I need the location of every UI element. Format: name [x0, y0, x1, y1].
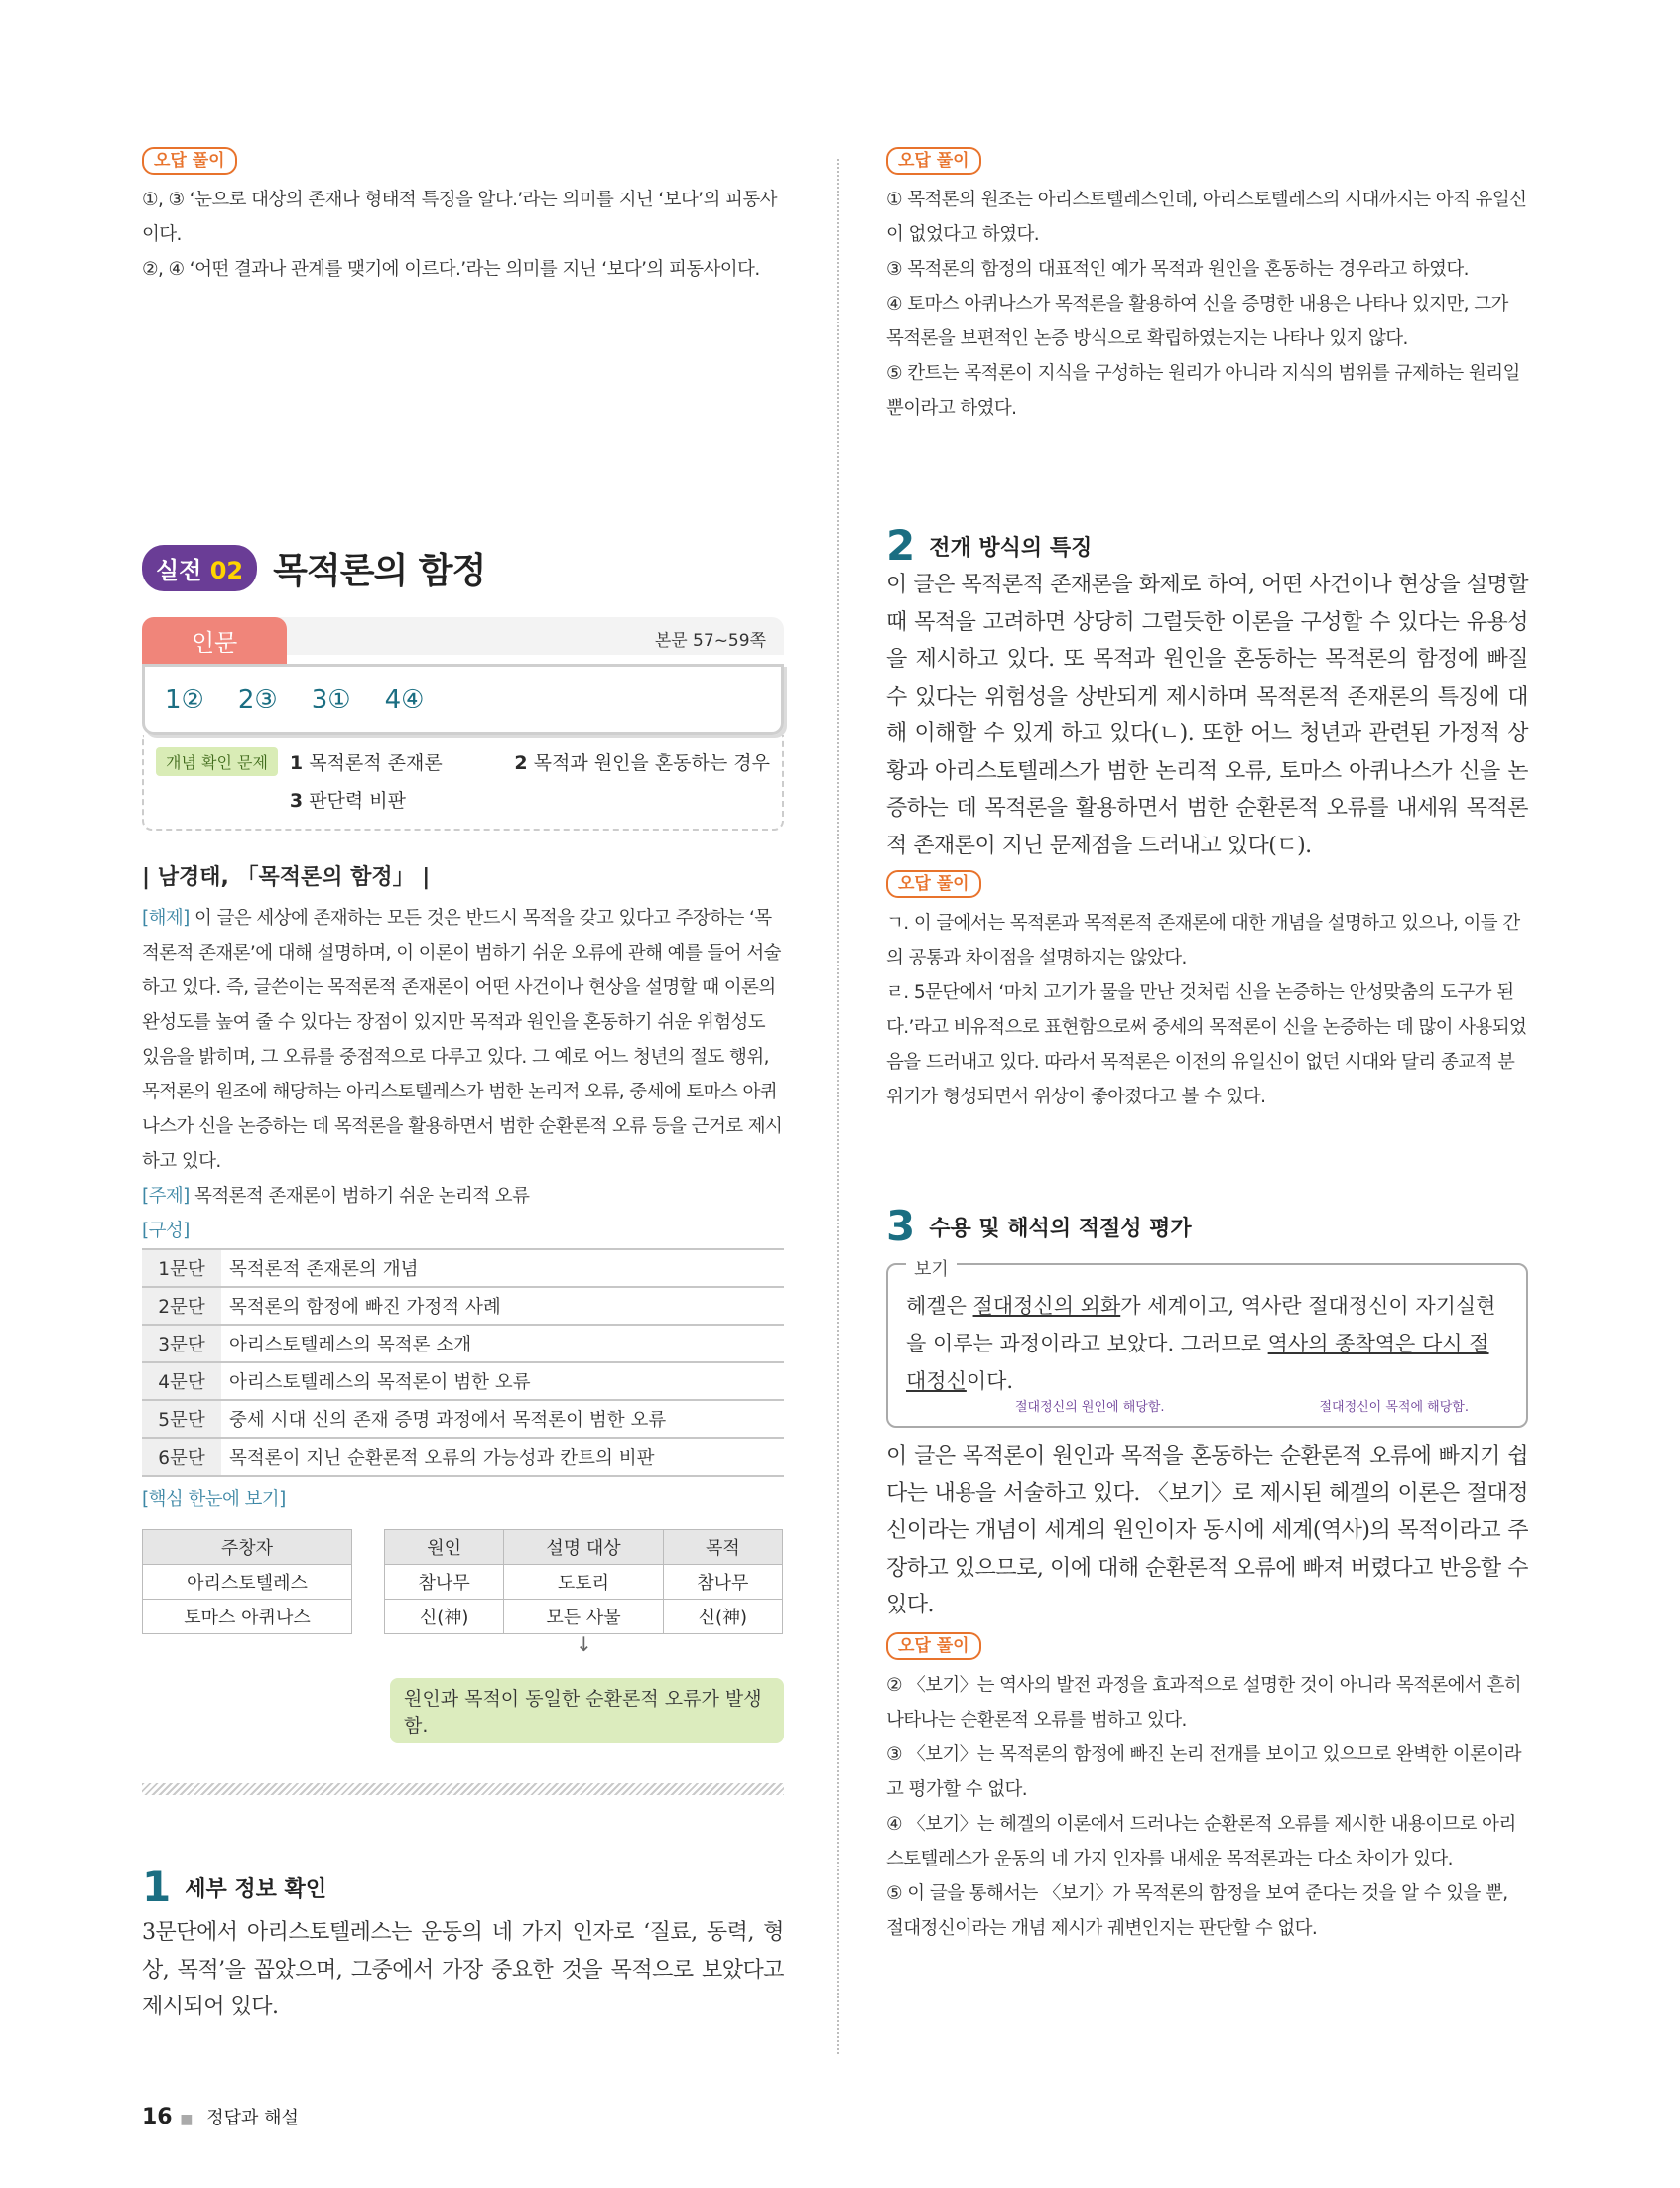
question-3-wrong-answers	[886, 1668, 1528, 1946]
juje-label: [주제]	[142, 1186, 190, 1207]
answer-list	[142, 664, 784, 735]
core-result: 원인과 목적이 동일한 순환론적 오류가 발생함.	[390, 1678, 784, 1743]
core-label: [핵심 한눈에 보기]	[142, 1489, 286, 1510]
haeje-label: [해제]	[142, 908, 190, 929]
answer-tab: 인문	[142, 617, 287, 664]
underlined-phrase: 역사의 종착역은 다시 절대정신	[906, 1332, 1489, 1393]
explanation-paragraph: ⑤ 칸트는 목적론이 지식을 구성하는 원리가 아니라 지식의 범위를 규제하는 원리일 뿐이라고 하였다.	[886, 363, 1520, 419]
explanation-paragraph: ① 목적론의 원조는 아리스토텔레스인데, 아리스토텔레스의 시대까지는 아직 유일신이 없었다고 하였다.	[886, 190, 1527, 245]
gusung-label: [구성]	[142, 1221, 190, 1241]
odap-tag: 오답 풀이	[886, 870, 981, 898]
explanation-paragraph: ㄱ. 이 글에서는 목적론과 목적론적 존재론에 대한 개념을 설명하고 있으나, 이들 간의 공통과 차이점을 설명하지는 않았다.	[886, 913, 1520, 968]
explanation-paragraph: ③ 〈보기〉는 목적론의 함정에 빠진 논리 전개를 보이고 있으므로 완벽한 이론이라고 평가할 수 없다.	[886, 1743, 1521, 1800]
left-top-explanation	[142, 183, 784, 287]
proponent-table: 주창자 아리스토텔레스 토마스 아퀴나스	[142, 1529, 352, 1634]
explanation-paragraph: ④ 토마스 아퀴나스가 목적론을 활용하여 신을 증명한 내용은 나타나 있지만, 그가 목적론을 보편적인 논증 방식으로 확립하였는지는 나타나 있지 않다.	[886, 294, 1508, 349]
question-title: 전개 방식의 특징	[929, 535, 1093, 561]
bogi-box: 보기 헤겔은 절대정신의 외화가 세계이고, 역사란 절대정신이 자기실현을 이루는 과정이라고 보았다. 그러므로 역사의 종착역은 다시 절대정신이다. 절대정신의 원인에 해당함. 절대정신이 목적에 해당함.	[886, 1263, 1528, 1428]
table-row: 4문단 아리스토텔레스의 목적론이 범한 오류	[142, 1362, 784, 1400]
haeje	[142, 901, 784, 1248]
practice-header	[142, 543, 784, 593]
answer-box	[142, 617, 784, 831]
concept-item: 3 판단력 비판	[289, 790, 407, 812]
question-1-header	[142, 1863, 784, 1911]
explanation-paragraph: ③ 목적론의 함정의 대표적인 예가 목적과 원인을 혼동하는 경우라고 하였다.	[886, 259, 1469, 280]
page-footer	[142, 2104, 299, 2129]
concept-badge: 개념 확인 문제	[156, 747, 278, 776]
table-row: 2문단 목적론의 함정에 빠진 가정적 사례	[142, 1287, 784, 1325]
odap-tag: 오답 풀이	[142, 147, 237, 175]
explanation-paragraph: ④ 〈보기〉는 헤겔의 이론에서 드러나는 순환론적 오류를 제시한 내용이므로 아리스토텔레스가 운동의 네 가지 인자를 내세운 목적론과는 다소 차이가 있다.	[886, 1813, 1516, 1869]
concept-item: 2 목적과 원인을 혼동하는 경우	[514, 752, 770, 774]
practice-title: 목적론의 함정	[273, 551, 486, 591]
page-reference: 본문 57~59쪽	[654, 631, 766, 651]
question-number: 2	[886, 521, 916, 570]
section-separator	[142, 1783, 784, 1795]
bogi-label: 보기	[906, 1251, 957, 1289]
practice-badge-label: 실전	[156, 557, 202, 584]
question-1-explanation: 3문단에서 아리스토텔레스는 운동의 네 가지 인자로 ‘질료, 동력, 형상, 목적’을 꼽았으며, 그중에서 가장 중요한 것을 목적으로 보았다고 제시되어 있다.	[142, 1920, 784, 2019]
question-3-header	[886, 1202, 1528, 1250]
answer-item: 1②	[165, 685, 204, 714]
explanation-paragraph: ② 〈보기〉는 역사의 발전 과정을 효과적으로 설명한 것이 아니라 목적론에서 흔히 나타나는 순환론적 오류를 범하고 있다.	[886, 1674, 1521, 1731]
explanation-paragraph: ⑤ 이 글을 통해서는 〈보기〉가 목적론의 함정을 보여 준다는 것을 알 수 있을 뿐, 절대정신이라는 개념 제시가 궤변인지는 판단할 수 없다.	[886, 1882, 1508, 1939]
answer-item: 3①	[311, 685, 351, 714]
source-citation: | 남경태, 「목적론의 함정」 |	[142, 865, 431, 890]
concept-item: 1 목적론적 존재론	[289, 752, 443, 774]
juje-text: 목적론적 존재론이 범하기 쉬운 논리적 오류	[189, 1186, 530, 1207]
question-2-explanation: 이 글은 목적론적 존재론을 화제로 하여, 어떤 사건이나 현상을 설명할 때 목적을 고려하면 상당히 그럴듯한 이론을 구성할 수 있다는 유용성을 제시하고 있다. 또 목적과 원인을 혼동하는 목적론의 함정에 빠질 수 있다는 위험성을 상반되게 제시하며 목적론적 존재론의 특징에 대해 이해할 수 있게 하고 있다(ㄴ). 또한 어느 청년과 관련된 가정적 상황과 아리스토텔레스가 범한 논리적 오류, 토마스 아퀴나스가 신을 논증하는 데 목적론을 활용하면서 범한 순환론적 오류를 내세워 목적론적 존재론이 지닌 문제점을 드러내고 있다(ㄷ).	[886, 573, 1528, 858]
table-row: 1문단 목적론적 존재론의 개념	[142, 1249, 784, 1287]
right-top-explanation	[886, 183, 1528, 426]
table-row: 3문단 아리스토텔레스의 목적론 소개	[142, 1325, 784, 1362]
answer-item: 4④	[384, 685, 425, 714]
annotation-note: 절대정신이 목적에 해당함.	[1319, 1400, 1469, 1415]
column-divider	[837, 159, 839, 2054]
left-column	[142, 147, 784, 2026]
cause-purpose-table: 원인 설명 대상 목적 참나무 도토리 참나무 신(神) 모든 사물 신(神)	[384, 1529, 783, 1634]
table-row: 6문단 목적론이 지닌 순환론적 오류의 가능성과 칸트의 비판	[142, 1438, 784, 1476]
table-row: 5문단 중세 시대 신의 존재 증명 과정에서 목적론이 범한 오류	[142, 1400, 784, 1438]
question-number: 3	[886, 1202, 916, 1250]
annotation-note: 절대정신의 원인에 해당함.	[1015, 1400, 1165, 1415]
explanation-paragraph: ②, ④ ‘어떤 결과나 관계를 맺기에 이르다.’라는 의미를 지닌 ‘보다’의 피동사이다.	[142, 259, 760, 280]
question-title: 수용 및 해석의 적절성 평가	[929, 1216, 1192, 1241]
odap-tag: 오답 풀이	[886, 1632, 981, 1660]
question-3-explanation: 이 글은 목적론이 원인과 목적을 혼동하는 순환론적 오류에 빠지기 쉽다는 내용을 서술하고 있다. 〈보기〉로 제시된 헤겔의 이론은 절대정신이라는 개념이 세계의 원인이자 동시에 세계(역사)의 목적이라고 주장하고 있으므로, 이에 대해 순환론적 오류에 빠져 버렸다고 반응할 수 있다.	[886, 1444, 1528, 1617]
haeje-text: 이 글은 세상에 존재하는 모든 것은 반드시 목적을 갖고 있다고 주장하는 ‘목적론적 존재론’에 대해 설명하며, 이 이론이 범하기 쉬운 오류에 관해 예를 들어 서술하고 있다. 즉, 글쓴이는 목적론적 존재론이 어떤 사건이나 현상을 설명할 때 이론의 완성도를 높여 줄 수 있다는 장점이 있지만 목적과 원인을 혼동하기 쉬운 위험성도 있음을 밝히며, 그 오류를 중점적으로 다루고 있다. 그 예로 어느 청년의 절도 행위, 목적론의 원조에 해당하는 아리스토텔레스가 범한 논리적 오류, 중세에 토마스 아퀴나스가 신을 논증하는 데 목적론을 활용하면서 범한 순환론적 오류 등을 근거로 제시하고 있다.	[142, 908, 783, 1172]
question-2-header	[886, 521, 1528, 570]
underlined-phrase: 절대정신의 외화	[972, 1294, 1121, 1318]
practice-badge	[142, 545, 257, 591]
question-title: 세부 정보 확인	[185, 1876, 327, 1902]
answer-item: 2③	[237, 685, 278, 714]
question-number: 1	[142, 1863, 172, 1911]
odap-tag: 오답 풀이	[886, 147, 981, 175]
arrow-down-icon: ↓	[576, 1632, 592, 1656]
explanation-paragraph: ①, ③ ‘눈으로 대상의 존재나 형태적 특징을 알다.’라는 의미를 지닌 ‘보다’의 피동사이다.	[142, 190, 777, 245]
core-tables	[142, 1529, 784, 1656]
practice-badge-number: 02	[209, 557, 244, 584]
concept-check	[142, 735, 784, 831]
bullet-icon: ■	[180, 2112, 194, 2127]
footer-text: 정답과 해설	[206, 2108, 299, 2128]
page-number: 16	[142, 2105, 173, 2129]
structure-table	[142, 1248, 784, 1477]
right-column	[886, 147, 1528, 1946]
question-2-wrong-answers	[886, 906, 1528, 1114]
explanation-paragraph: ㄹ. 5문단에서 ‘마치 고기가 물을 만난 것처럼 신을 논증하는 안성맞춤의 도구가 된다.’라고 비유적으로 표현함으로써 중세의 목적론이 신을 논증하는 데 많이 사용되었음을 드러내고 있다. 따라서 목적론은 이전의 유일신이 없던 시대와 달리 종교적 분위기가 형성되면서 위상이 좋아졌다고 볼 수 있다.	[886, 982, 1527, 1107]
